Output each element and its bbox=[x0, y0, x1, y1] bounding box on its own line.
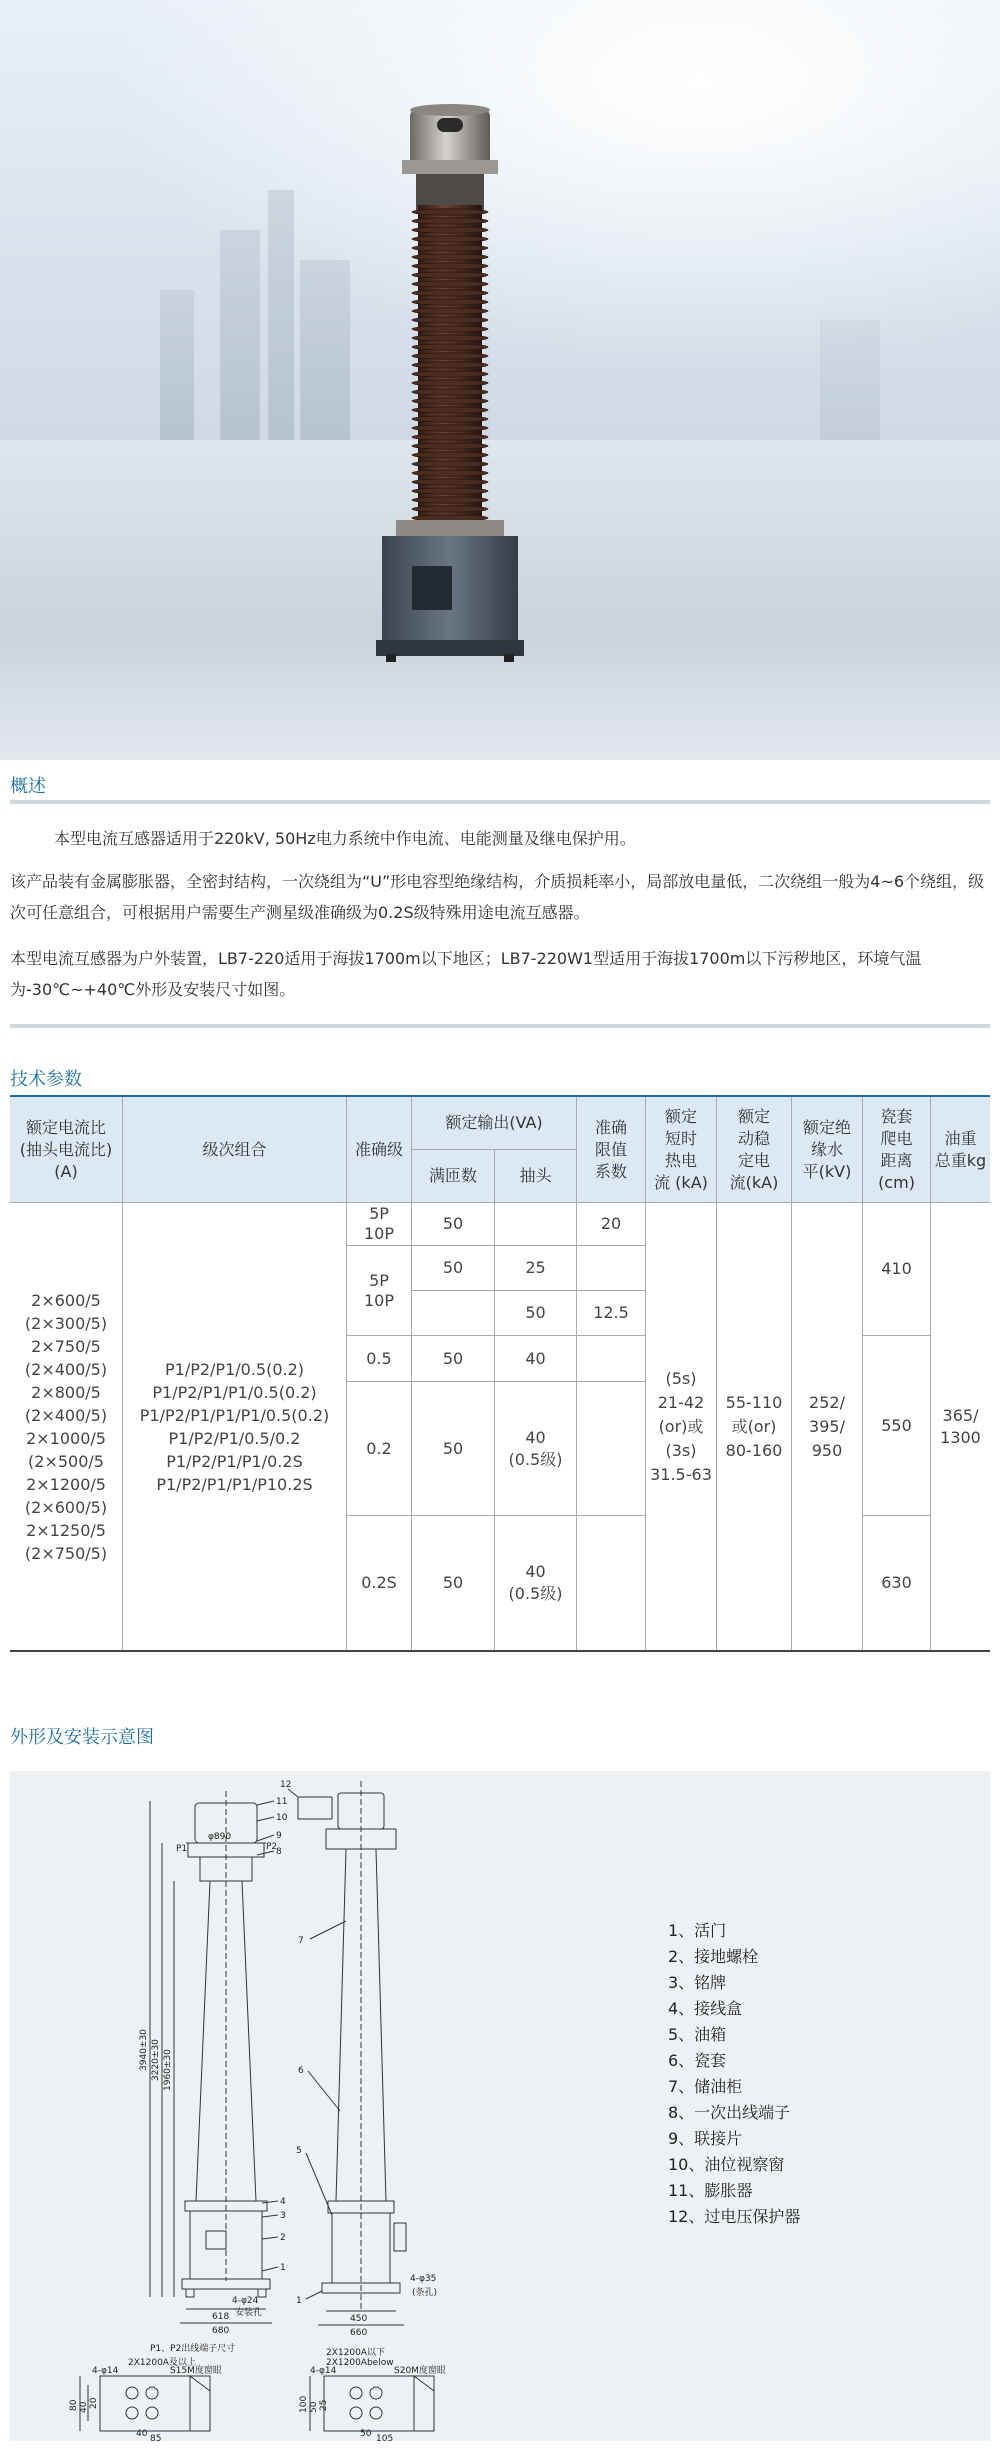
label-w1: 618 bbox=[212, 2312, 230, 2322]
header-full-turns: 满匝数 bbox=[412, 1150, 495, 1203]
legend-item: 9、联接片 bbox=[668, 2129, 743, 2148]
porcelain-shed bbox=[412, 326, 488, 332]
porcelain-shed bbox=[412, 254, 488, 260]
porcelain-shed bbox=[412, 389, 488, 395]
label-d2-left: 40 bbox=[79, 2401, 89, 2413]
label-w2: 680 bbox=[212, 2326, 230, 2336]
outline-diagram-panel bbox=[10, 1771, 990, 2441]
label-wind-left: S15M度窗眼 bbox=[170, 2366, 222, 2376]
cell-tap-row4: 40 bbox=[495, 1336, 577, 1382]
cell-tap-row5: 40 (0.5级) bbox=[495, 1382, 577, 1516]
legend-item: 12、过电压保护器 bbox=[668, 2207, 801, 2226]
porcelain-shed bbox=[412, 245, 488, 251]
porcelain-shed bbox=[412, 425, 488, 431]
label-l-2: 2 bbox=[280, 2233, 286, 2243]
overview-paragraph-2: 该产品装有金属膨胀器，全密封结构，一次绕组为“U”形电容型绝缘结构，介质损耗率小，局部放电量低，二次绕组一般为4~6个绕组，级次可任意组合，可根据用户需要生产测星级准确级为0.2S级特殊用途电流互感器。 bbox=[10, 872, 985, 922]
tech-params-title: 技术参数 bbox=[10, 1069, 82, 1090]
porcelain-shed bbox=[412, 416, 488, 422]
porcelain-shed bbox=[412, 470, 488, 476]
legend-item: 1、活门 bbox=[668, 1921, 727, 1940]
cell-accuracy-row1: 5P 10P bbox=[347, 1203, 412, 1246]
outline-drawing bbox=[10, 1771, 990, 2441]
cell-dynamic-current: 55-110 或(or) 80-160 bbox=[717, 1203, 792, 1650]
label-l-9: 9 bbox=[276, 1831, 282, 1841]
cell-full-row2: 50 bbox=[412, 1246, 495, 1291]
label-sub-b: 2X1200A以下 bbox=[326, 2348, 385, 2358]
label-d5-left: 85 bbox=[150, 2434, 162, 2441]
legend-item: 11、膨胀器 bbox=[668, 2181, 753, 2200]
porcelain-shed bbox=[412, 434, 488, 440]
label-hole-left: 4-φ24 bbox=[232, 2296, 259, 2306]
cell-creepage-1: 410 bbox=[863, 1203, 931, 1336]
cell-full-row4: 50 bbox=[412, 1336, 495, 1382]
label-d4-right: 50 bbox=[360, 2429, 372, 2439]
legend-item: 10、油位视察窗 bbox=[668, 2155, 785, 2174]
porcelain-shed bbox=[412, 488, 488, 494]
cell-limit-row2 bbox=[577, 1246, 646, 1291]
porcelain-shed bbox=[412, 452, 488, 458]
label-r-1: 1 bbox=[296, 2296, 302, 2306]
porcelain-shed bbox=[412, 497, 488, 503]
overview-title: 概述 bbox=[10, 776, 46, 797]
section-divider bbox=[10, 800, 990, 804]
cell-accuracy-row6: 0.2S bbox=[347, 1516, 412, 1650]
label-l-11: 11 bbox=[276, 1797, 288, 1807]
label-top-diameter: φ890 bbox=[208, 1832, 232, 1842]
porcelain-shed bbox=[412, 398, 488, 404]
cell-tap-row3: 50 bbox=[495, 1291, 577, 1336]
header-thermal-current: 额定 短时 热电 流 (kA) bbox=[646, 1097, 717, 1203]
porcelain-shed bbox=[412, 236, 488, 242]
porcelain-shed bbox=[412, 371, 488, 377]
cell-creepage-3: 630 bbox=[863, 1516, 931, 1650]
outline-title: 外形及安装示意图 bbox=[10, 1727, 154, 1748]
porcelain-shed bbox=[412, 209, 488, 215]
porcelain-shed bbox=[412, 272, 488, 278]
porcelain-shed bbox=[412, 407, 488, 413]
label-d1-left: 80 bbox=[69, 2399, 79, 2411]
label-r-6: 6 bbox=[298, 2066, 304, 2076]
section-divider bbox=[10, 1024, 990, 1028]
porcelain-shed bbox=[412, 281, 488, 287]
porcelain-shed bbox=[412, 335, 488, 341]
header-output: 额定输出(VA) bbox=[412, 1097, 577, 1150]
overview-paragraph-1: 本型电流互感器适用于220kV, 50Hz电力系统中作电流、电能测量及继电保护用。 bbox=[54, 829, 636, 848]
legend-item: 2、接地螺栓 bbox=[668, 1947, 759, 1966]
porcelain-shed bbox=[412, 461, 488, 467]
label-wind-right: S20M度窗眼 bbox=[394, 2366, 446, 2376]
label-r-12: 12 bbox=[280, 1780, 292, 1790]
label-r-hole: 4-φ35 bbox=[410, 2274, 437, 2284]
legend-item: 4、接线盒 bbox=[668, 1999, 743, 2018]
label-p1: P1 bbox=[176, 1844, 188, 1854]
label-d1-right: 100 bbox=[299, 2395, 309, 2413]
label-sub-c: 2X1200Abelow bbox=[326, 2358, 394, 2368]
cell-class-combo: P1/P2/P1/0.5(0.2) P1/P2/P1/P1/0.5(0.2) P1/P2/P1/P1/P1/0.5(0.2) P1/P2/P1/0.5/0.2 P1/P2/P1/P1/0.2S P1/P2/P1/P1/P10.2S bbox=[123, 1203, 347, 1650]
cell-full-row1: 50 bbox=[412, 1203, 495, 1246]
legend-item: 3、铭牌 bbox=[668, 1973, 727, 1992]
porcelain-shed bbox=[412, 263, 488, 269]
label-l-10: 10 bbox=[276, 1813, 288, 1823]
cell-insulation-level: 252/ 395/ 950 bbox=[792, 1203, 863, 1650]
cell-thermal-current: (5s) 21-42 (or)或 (3s) 31.5-63 bbox=[646, 1203, 717, 1650]
porcelain-shed bbox=[412, 380, 488, 386]
label-mount: 安装孔 bbox=[235, 2308, 263, 2318]
cell-limit-row6 bbox=[577, 1516, 646, 1650]
cell-limit-row4 bbox=[577, 1336, 646, 1382]
porcelain-shed bbox=[412, 218, 488, 224]
porcelain-shed bbox=[412, 443, 488, 449]
porcelain-shed bbox=[412, 299, 488, 305]
porcelain-shed bbox=[412, 506, 488, 512]
label-r-5: 5 bbox=[296, 2146, 302, 2156]
label-l-4: 4 bbox=[280, 2197, 286, 2207]
parts-legend bbox=[668, 1918, 800, 2230]
label-bolt-left: 4-φ14 bbox=[92, 2366, 119, 2376]
header-accuracy: 准确级 bbox=[347, 1097, 412, 1203]
header-dynamic-current: 额定 动稳 定电 流(kA) bbox=[717, 1097, 792, 1203]
label-r-w2: 660 bbox=[350, 2328, 368, 2338]
header-ratio: 额定电流比 (抽头电流比) (A) bbox=[10, 1097, 123, 1203]
cell-accuracy-row2: 5P 10P bbox=[347, 1246, 412, 1336]
overview-paragraph-3: 本型电流互感器为户外装置，LB7-220适用于海拔1700m以下地区；LB7-220W1型适用于海拔1700m以下污秽地区，环境气温为-30℃~+40℃外形及安装尺寸如图。 bbox=[10, 949, 922, 999]
legend-item: 8、一次出线端子 bbox=[668, 2103, 791, 2122]
cell-limit-row1: 20 bbox=[577, 1203, 646, 1246]
cell-current-ratio: 2×600/5 (2×300/5) 2×750/5 (2×400/5) 2×800/5 (2×400/5) 2×1000/5 (2×500/5 2×1200/5 (2×600/5) 2×1250/5 (2×750/5) bbox=[10, 1203, 123, 1650]
cell-tap-row2: 25 bbox=[495, 1246, 577, 1291]
porcelain-shed bbox=[412, 353, 488, 359]
label-p2: P2 bbox=[266, 1842, 278, 1852]
cell-full-row5: 50 bbox=[412, 1382, 495, 1516]
cell-creepage-2: 550 bbox=[863, 1336, 931, 1516]
legend-item: 7、储油柜 bbox=[668, 2077, 743, 2096]
header-combo: 级次组合 bbox=[123, 1097, 347, 1203]
tech-params-table bbox=[10, 1095, 990, 1652]
label-r-7: 7 bbox=[298, 1936, 304, 1946]
cell-limit-row3: 12.5 bbox=[577, 1291, 646, 1336]
legend-item: 5、油箱 bbox=[668, 2025, 727, 2044]
porcelain-shed bbox=[412, 308, 488, 314]
label-caption: P1、P2出线端子尺寸 bbox=[150, 2344, 236, 2354]
cell-accuracy-row4: 0.5 bbox=[347, 1336, 412, 1382]
label-l-3: 3 bbox=[280, 2211, 286, 2221]
label-l-h2: 3220±30 bbox=[151, 2039, 161, 2081]
label-l-h3: 1960±30 bbox=[163, 2049, 173, 2091]
porcelain-shed bbox=[412, 290, 488, 296]
header-limit-factor: 准确 限值 系数 bbox=[577, 1097, 646, 1203]
porcelain-shed bbox=[412, 479, 488, 485]
cell-tap-row6: 40 (0.5级) bbox=[495, 1516, 577, 1650]
cell-full-row3 bbox=[412, 1291, 495, 1336]
cell-limit-row5 bbox=[577, 1382, 646, 1516]
header-insulation-level: 额定绝 缘水 平(kV) bbox=[792, 1097, 863, 1203]
current-transformer-photo bbox=[0, 0, 1000, 760]
label-r-note: (条孔) bbox=[412, 2288, 438, 2298]
hero-banner bbox=[0, 0, 1000, 760]
porcelain-shed bbox=[412, 344, 488, 350]
label-l-1: 1 bbox=[280, 2263, 286, 2273]
header-creepage: 瓷套 爬电 距离 (cm) bbox=[863, 1097, 931, 1203]
label-d2-right: 50 bbox=[309, 2401, 319, 2413]
label-l-8: 8 bbox=[276, 1847, 282, 1857]
label-sub-a: 2X1200A及以上 bbox=[128, 2358, 196, 2368]
label-d3-left: 20 bbox=[89, 2397, 99, 2409]
cell-full-row6: 50 bbox=[412, 1516, 495, 1650]
porcelain-shed bbox=[412, 317, 488, 323]
label-d5-right: 105 bbox=[376, 2434, 394, 2441]
label-d4-left: 40 bbox=[136, 2429, 148, 2439]
cell-oil-weight: 365/ 1300 bbox=[940, 1405, 981, 1447]
label-r-w1: 450 bbox=[350, 2314, 368, 2324]
cell-tap-row1 bbox=[495, 1203, 577, 1246]
label-bolt-right: 4-φ14 bbox=[310, 2366, 337, 2376]
porcelain-shed bbox=[412, 362, 488, 368]
legend-item: 6、瓷套 bbox=[668, 2051, 727, 2070]
header-oil-weight: 油重 总重kg bbox=[931, 1097, 990, 1203]
cell-accuracy-row5: 0.2 bbox=[347, 1382, 412, 1516]
label-l-h1: 3940±30 bbox=[139, 2029, 149, 2071]
porcelain-shed bbox=[412, 227, 488, 233]
header-tap: 抽头 bbox=[495, 1150, 577, 1203]
label-d3-right: 25 bbox=[319, 2399, 329, 2411]
